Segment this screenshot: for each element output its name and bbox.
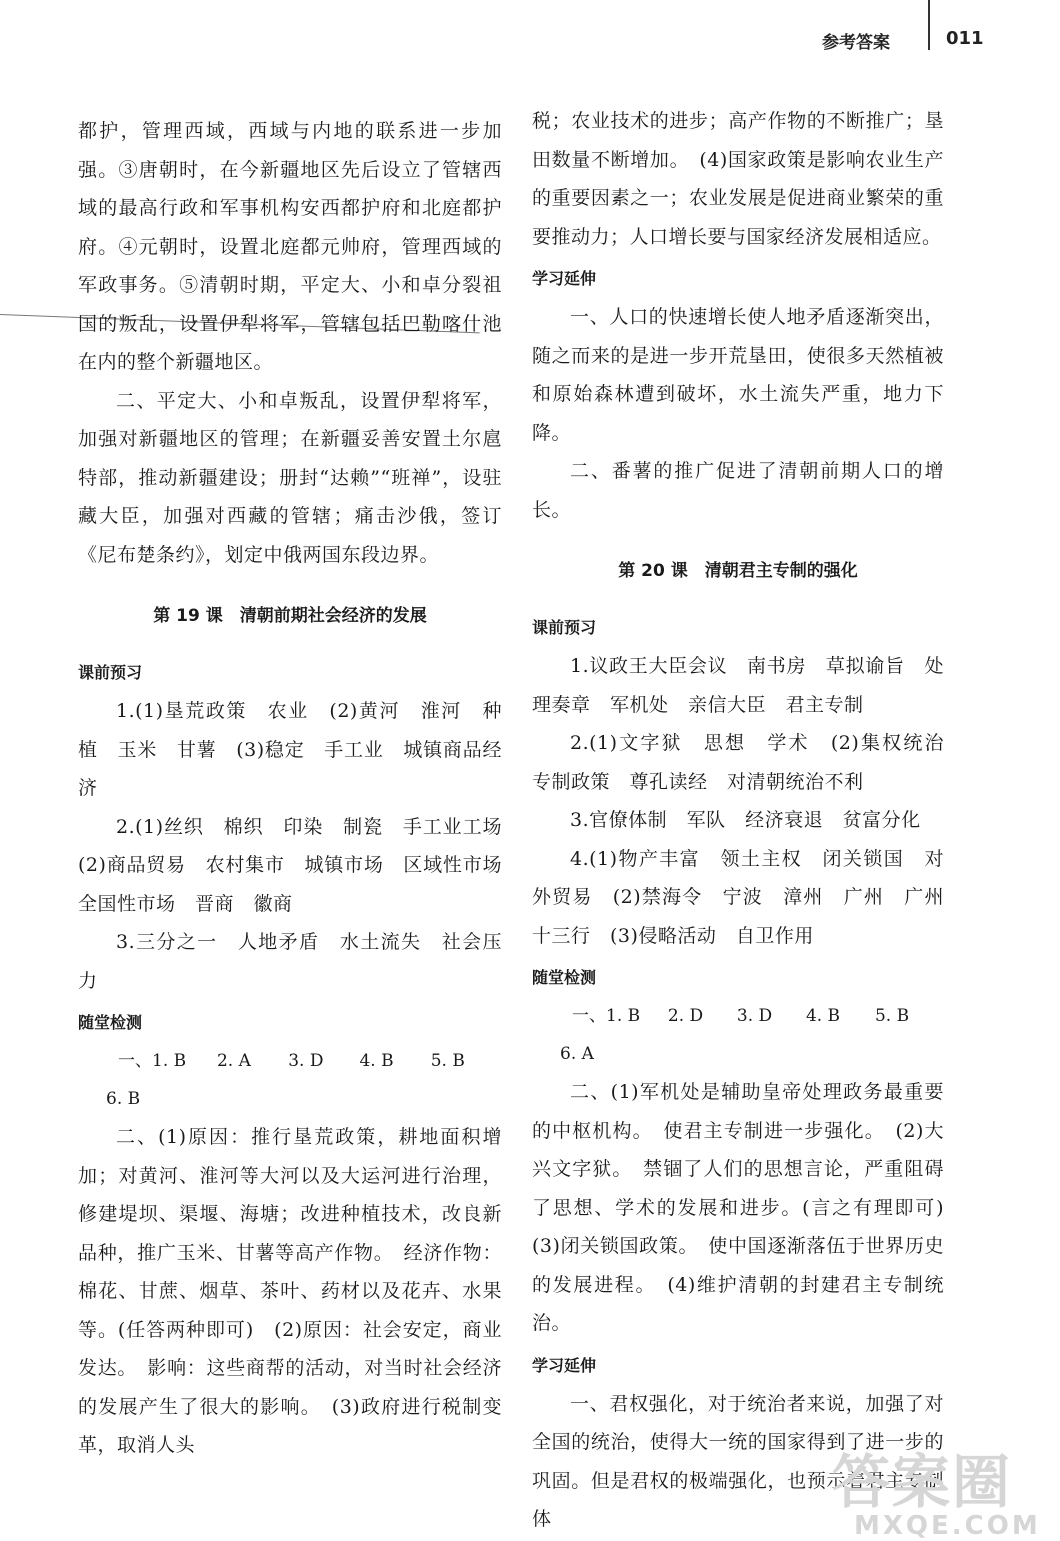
- paragraph: 一、君权强化，对于统治者来说，加强了对全国的统治，使得大一统的国家得到了进一步的巩固。但是君权的极端强化，也预示着君主专制体: [532, 1392, 944, 1530]
- left-column: [78, 112, 522, 1465]
- section-heading-extension: 学习延伸: [532, 1355, 597, 1375]
- watermark-logo: [832, 1448, 1052, 1541]
- answer-item: 2. A: [216, 1051, 251, 1071]
- answer-row: [78, 1080, 502, 1118]
- preview-item-1: 1.议政王大臣会议 南书房 草拟谕旨 处理奏章 军机处 亲信大臣 君主专制: [532, 655, 944, 716]
- answer-item: 一、1. B: [572, 1006, 641, 1026]
- paragraph: 二、平定大、小和卓叛乱，设置伊犁将军，加强对新疆地区的管理；在新疆妥善安置土尔扈特部，推动新疆建设；册封“达赖”“班禅”，设驻藏大臣，加强对西藏的管辖；痛击沙俄，签订《尼布楚条约》，划定中俄两国东段边界。: [78, 389, 502, 566]
- preview-item-2: 2.(1)文字狱 思想 学术 (2)集权统治 专制政策 尊孔读经 对清朝统治不利: [532, 732, 964, 793]
- paragraph: 二、番薯的推广促进了清朝前期人口的增长。: [532, 460, 944, 521]
- paragraph: 税；农业技术的进步；高产作物的不断推广；垦田数量不断增加。 (4)国家政策是影响农业生产的重要因素之一；农业发展是促进商业繁荣的重要推动力；人口增长要与国家经济发展相适应。: [532, 110, 944, 248]
- watermark-url: MXQE.COM: [854, 1511, 1041, 1541]
- answer-item: 6. B: [106, 1089, 141, 1109]
- answer-item: 5. B: [874, 1006, 910, 1026]
- answer-item: 一、1. B: [118, 1051, 187, 1071]
- watermark-text: 答案圈: [832, 1448, 1013, 1516]
- preview-item-3: 3.三分之一 人地矛盾 水土流失 社会压力: [78, 931, 502, 992]
- answer-item: 4. B: [805, 1006, 841, 1026]
- header-title: 参考答案: [822, 33, 890, 53]
- paragraph: 二、(1)军机处是辅助皇帝处理政务最重要的中枢机构。 使君主专制进一步强化。 (2)大兴文字狱。 禁锢了人们的思想言论，严重阻碍了思想、学术的发展和进步。(言之有理即可) (3)闭关锁国政策。 使中国逐渐落伍于世界历史的发展进程。 (4)维护清朝的封建君主专制统治。: [532, 1081, 964, 1334]
- answer-item: 4. B: [359, 1051, 394, 1071]
- paragraph: 二、(1)原因：推行垦荒政策，耕地面积增加；对黄河、淮河等大河以及大运河进行治理，修建堤坝、渠堰、海塘；改进种植技术，改良新品种，推广玉米、甘薯等高产作物。 经济作物：棉花、甘蔗、烟草、茶叶、药材以及花卉、水果等。(任答两种即可) (2)原因：社会安定，商业发达。 影响：这些商帮的活动，对当时社会经济的发展产生了很大的影响。 (3)政府进行税制变革，取消人头: [78, 1126, 502, 1456]
- preview-item-1: 1.(1)垦荒政策 农业 (2)黄河 淮河 种植 玉米 甘薯 (3)稳定 手工业 城镇商品经济: [78, 700, 502, 799]
- lesson-heading-19: 第 19 课 清朝前期社会经济的发展: [153, 606, 427, 626]
- section-heading-preview: 课前预习: [78, 663, 143, 682]
- preview-item-3: 3.官僚体制 军队 经济衰退 贫富分化: [570, 809, 921, 831]
- answer-item: 3. D: [736, 1006, 773, 1026]
- answer-row: [532, 1035, 944, 1073]
- answer-row: [78, 1042, 502, 1080]
- answer-row: [532, 997, 944, 1035]
- section-heading-test: 随堂检测: [532, 968, 597, 987]
- header-divider: [928, 0, 930, 50]
- preview-item-4: 4.(1)物产丰富 领土主权 闭关锁国 对外贸易 (2)禁海令 宁波 漳州 广州 广州十三行 (3)侵略活动 自卫作用: [532, 847, 944, 947]
- answer-item: 2. D: [667, 1006, 704, 1026]
- answer-item: 3. D: [288, 1051, 324, 1071]
- preview-item-2: 2.(1)丝织 棉织 印染 制瓷 手工业工场 (2)商品贸易 农村集市 城镇市场 区域性市场 全国性市场 晋商 徽商: [78, 815, 522, 915]
- section-heading-preview: 课前预习: [532, 618, 597, 637]
- paragraph: 一、人口的快速增长使人地矛盾逐渐突出，随之而来的是进一步开荒垦田，使很多天然植被和原始森林遭到破坏，水土流失严重，地力下降。: [532, 306, 944, 444]
- page-number: 011: [946, 28, 984, 49]
- section-heading-test: 随堂检测: [78, 1013, 143, 1032]
- section-heading-extension: 学习延伸: [532, 269, 597, 288]
- answer-item: 5. B: [430, 1051, 465, 1071]
- lesson-heading-20: 第 20 课 清朝君主专制的强化: [618, 561, 858, 581]
- paragraph: 都护，管理西域，西域与内地的联系进一步加强。③唐朝时，在今新疆地区先后设立了管辖西域的最高行政和军事机构安西都护府和北庭都护府。④元朝时，设置北庭都元帅府，管理西域的军政事务。⑤清朝时期，平定大、小和卓分裂祖国的叛乱，设置伊犁将军，管辖包括巴勒喀什池在内的整个新疆地区。: [78, 120, 502, 373]
- answer-item: 6. A: [560, 1044, 594, 1064]
